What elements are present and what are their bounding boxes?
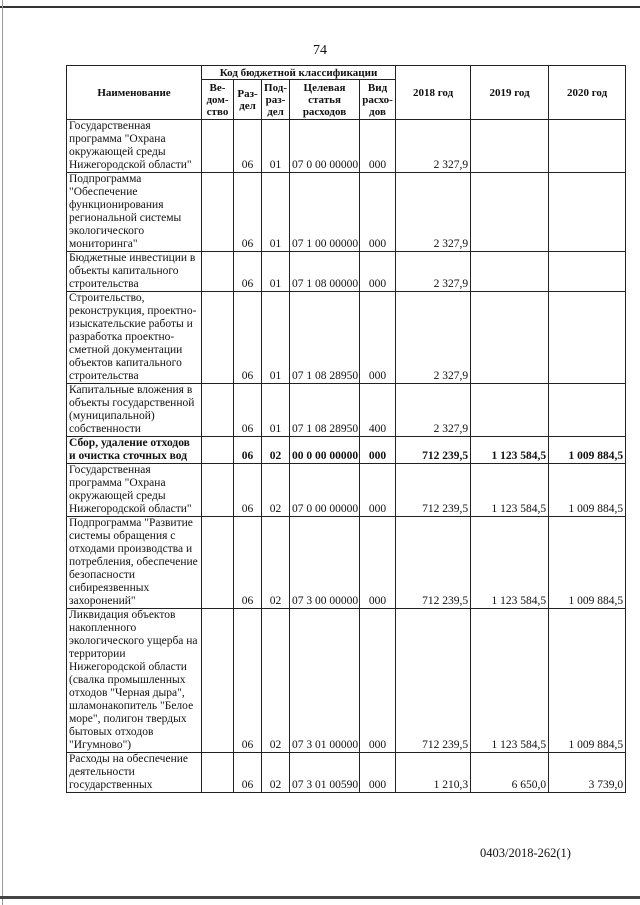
- row-ved: [202, 252, 234, 292]
- row-expense-type: 000: [360, 609, 396, 753]
- header-year-2020: 2020 год: [549, 66, 626, 120]
- row-amount-2019: 6 650,0: [471, 753, 549, 793]
- footer-document-code: 0403/2018-262(1): [480, 846, 571, 860]
- table-row: [67, 173, 626, 252]
- row-amount-2019: 1 123 584,5: [471, 517, 549, 609]
- row-ved: [202, 292, 234, 384]
- row-ved: [202, 609, 234, 753]
- row-razdel: 06: [234, 292, 262, 384]
- row-name: Ликвидация объектов накопленного экологического ущерба на территории Нижегородской области (свалка промышленных отходов "Черная дыра", шламонакопитель "Белое море", полигон твердых бытовых отходов "Игумново"): [67, 609, 202, 753]
- row-amount-2020: 1 009 884,5: [549, 437, 626, 464]
- row-amount-2020: [549, 173, 626, 252]
- row-amount-2018: 712 239,5: [396, 464, 471, 517]
- row-ved: [202, 173, 234, 252]
- row-amount-2019: [471, 292, 549, 384]
- row-expense-type: 000: [360, 173, 396, 252]
- row-podrazdel: 02: [262, 437, 290, 464]
- row-target-article: 07 0 00 00000: [290, 464, 360, 517]
- row-amount-2019: 1 123 584,5: [471, 609, 549, 753]
- row-razdel: 06: [234, 609, 262, 753]
- row-amount-2020: 3 739,0: [549, 753, 626, 793]
- table-row: [67, 753, 626, 793]
- row-target-article: 00 0 00 00000: [290, 437, 360, 464]
- table-row: [67, 120, 626, 173]
- row-name: Расходы на обеспечение деятельности государственных: [67, 753, 202, 793]
- header-name: Наименование: [67, 66, 202, 120]
- row-amount-2018: 2 327,9: [396, 173, 471, 252]
- table-row: [67, 517, 626, 609]
- row-name: Сбор, удаление отходов и очистка сточных вод: [67, 437, 202, 464]
- table-row: [67, 437, 626, 464]
- row-amount-2020: [549, 252, 626, 292]
- row-amount-2019: 1 123 584,5: [471, 437, 549, 464]
- row-amount-2018: 2 327,9: [396, 252, 471, 292]
- header-podrazdel: Под- раз- дел: [262, 80, 290, 120]
- row-expense-type: 000: [360, 292, 396, 384]
- table-row: [67, 384, 626, 437]
- row-name: Государственная программа "Охрана окружающей среды Нижегородской области": [67, 464, 202, 517]
- row-ved: [202, 517, 234, 609]
- row-amount-2020: [549, 384, 626, 437]
- row-razdel: 06: [234, 753, 262, 793]
- row-amount-2018: 1 210,3: [396, 753, 471, 793]
- header-razdel: Раз- дел: [234, 80, 262, 120]
- row-amount-2018: 712 239,5: [396, 609, 471, 753]
- row-amount-2019: [471, 173, 549, 252]
- row-amount-2020: 1 009 884,5: [549, 609, 626, 753]
- row-name: Подпрограмма "Развитие системы обращения с отходами производства и потребления, обеспечение безопасности сибиреязвенных захоронений": [67, 517, 202, 609]
- row-ved: [202, 437, 234, 464]
- row-amount-2018: 2 327,9: [396, 292, 471, 384]
- row-amount-2019: 1 123 584,5: [471, 464, 549, 517]
- row-razdel: 06: [234, 173, 262, 252]
- scan-edge-bottom: [0, 896, 640, 899]
- row-podrazdel: 02: [262, 753, 290, 793]
- row-podrazdel: 01: [262, 252, 290, 292]
- row-target-article: 07 1 00 00000: [290, 173, 360, 252]
- row-name: Бюджетные инвестиции в объекты капитального строительства: [67, 252, 202, 292]
- row-amount-2019: [471, 252, 549, 292]
- row-ved: [202, 120, 234, 173]
- table-body: [67, 120, 626, 793]
- header-target: Целевая статья расходов: [290, 80, 360, 120]
- row-expense-type: 400: [360, 384, 396, 437]
- row-name: Подпрограмма "Обеспечение функционирования региональной системы экологического мониторинга": [67, 173, 202, 252]
- row-amount-2020: [549, 292, 626, 384]
- row-target-article: 07 3 01 00000: [290, 609, 360, 753]
- row-amount-2020: [549, 120, 626, 173]
- row-razdel: 06: [234, 464, 262, 517]
- row-expense-type: 000: [360, 437, 396, 464]
- row-ved: [202, 464, 234, 517]
- row-amount-2019: [471, 120, 549, 173]
- row-razdel: 06: [234, 252, 262, 292]
- row-razdel: 06: [234, 517, 262, 609]
- row-podrazdel: 02: [262, 464, 290, 517]
- row-podrazdel: 01: [262, 384, 290, 437]
- row-podrazdel: 02: [262, 609, 290, 753]
- row-target-article: 07 1 08 28950: [290, 384, 360, 437]
- row-expense-type: 000: [360, 252, 396, 292]
- row-amount-2019: [471, 384, 549, 437]
- row-target-article: 07 3 00 00000: [290, 517, 360, 609]
- row-expense-type: 000: [360, 464, 396, 517]
- row-amount-2020: 1 009 884,5: [549, 464, 626, 517]
- row-razdel: 06: [234, 120, 262, 173]
- page-number: 74: [313, 43, 327, 58]
- row-amount-2020: 1 009 884,5: [549, 517, 626, 609]
- row-expense-type: 000: [360, 517, 396, 609]
- table-row: [67, 252, 626, 292]
- header-classification-group: Код бюджетной классификации: [202, 66, 396, 80]
- row-razdel: 06: [234, 384, 262, 437]
- row-target-article: 07 3 01 00590: [290, 753, 360, 793]
- row-razdel: 06: [234, 437, 262, 464]
- row-podrazdel: 01: [262, 120, 290, 173]
- row-target-article: 07 1 08 28950: [290, 292, 360, 384]
- scan-edge-top: [0, 6, 640, 8]
- row-podrazdel: 02: [262, 517, 290, 609]
- header-year-2019: 2019 год: [471, 66, 549, 120]
- scan-edge-left: [2, 0, 3, 905]
- header-vid: Вид расхо- дов: [360, 80, 396, 120]
- row-target-article: 07 0 00 00000: [290, 120, 360, 173]
- table-row: [67, 464, 626, 517]
- table-row: [67, 609, 626, 753]
- row-podrazdel: 01: [262, 173, 290, 252]
- row-expense-type: 000: [360, 753, 396, 793]
- row-amount-2018: 2 327,9: [396, 120, 471, 173]
- row-name: Капитальные вложения в объекты государственной (муниципальной) собственности: [67, 384, 202, 437]
- row-podrazdel: 01: [262, 292, 290, 384]
- row-amount-2018: 2 327,9: [396, 384, 471, 437]
- row-expense-type: 000: [360, 120, 396, 173]
- row-ved: [202, 384, 234, 437]
- header-ved: Ве- дом- ство: [202, 80, 234, 120]
- row-amount-2018: 712 239,5: [396, 517, 471, 609]
- row-name: Государственная программа "Охрана окружающей среды Нижегородской области": [67, 120, 202, 173]
- row-ved: [202, 753, 234, 793]
- row-name: Строительство, реконструкция, проектно-изыскательские работы и разработка проектно-сметной документации объектов капитального строительства: [67, 292, 202, 384]
- header-year-2018: 2018 год: [396, 66, 471, 120]
- table-row: [67, 292, 626, 384]
- row-target-article: 07 1 08 00000: [290, 252, 360, 292]
- row-amount-2018: 712 239,5: [396, 437, 471, 464]
- budget-table: [66, 65, 626, 793]
